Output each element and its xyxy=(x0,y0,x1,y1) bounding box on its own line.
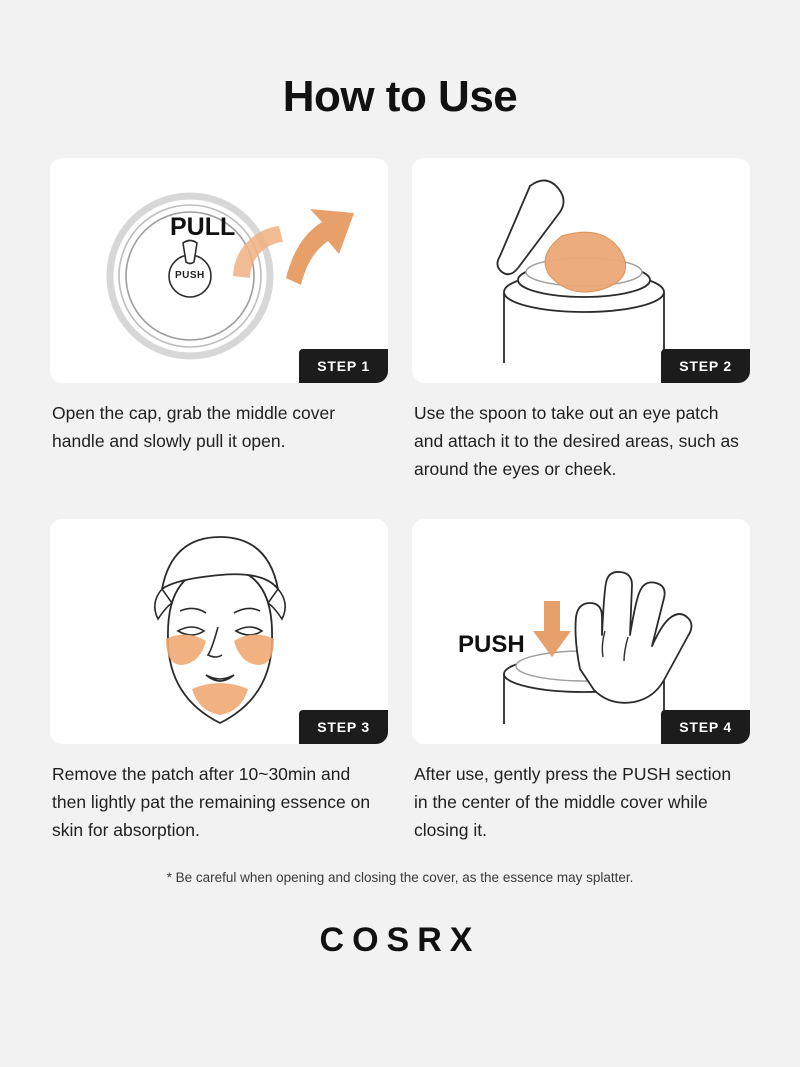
step-cell-4 xyxy=(412,519,750,860)
steps-grid xyxy=(50,158,750,860)
step-card-2 xyxy=(412,158,750,383)
step-badge-2: STEP 2 xyxy=(661,349,750,383)
step-badge-1: STEP 1 xyxy=(299,349,388,383)
page-title: How to Use xyxy=(282,72,518,121)
push-label-step4: PUSH xyxy=(458,631,525,658)
step-card-3 xyxy=(50,519,388,744)
step-cell-2 xyxy=(412,158,750,519)
footnote: * Be careful when opening and closing the cover, as the essence may splatter. xyxy=(166,870,634,885)
step-caption-3: Remove the patch after 10~30min and then lightly pat the remaining essence on skin for absorption. xyxy=(52,764,371,840)
pull-label: PULL xyxy=(170,213,236,241)
step-caption-1: Open the cap, grab the middle cover handle and slowly pull it open. xyxy=(52,403,336,451)
step-caption-2: Use the spoon to take out an eye patch and attach it to the desired areas, such as around the eyes or cheek. xyxy=(414,403,739,479)
push-label-step1: PUSH xyxy=(175,270,205,281)
step-badge-4: STEP 4 xyxy=(661,710,750,744)
step-caption-4: After use, gently press the PUSH section in the center of the middle cover while closing it. xyxy=(414,764,732,840)
step-cell-3 xyxy=(50,519,388,860)
step-card-4 xyxy=(412,519,750,744)
step-card-1 xyxy=(50,158,388,383)
brand-logo: COSRX xyxy=(319,921,481,959)
step-cell-1 xyxy=(50,158,388,519)
step-badge-3: STEP 3 xyxy=(299,710,388,744)
